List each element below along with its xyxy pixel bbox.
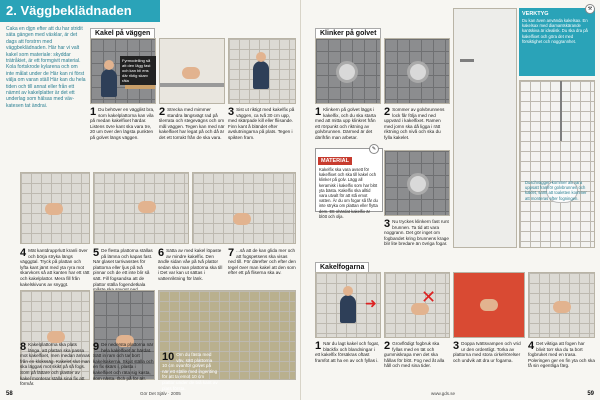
- step-8: 8 Kakelplattorna ska plats länga, att plattan ska passa mot kakelfixet, men medan ämnas från en klokssäg. Kakelet slut man ska läggas mot skikt på så fogs. Som på lättare och plaster av kakel monterar ställa sina fix att förmår.: [20, 341, 90, 387]
- photo-floor-1: [315, 38, 381, 104]
- grout-step-1: 1 När du lagt kakel och fogat, bläckfix och blandningar i ett kakelfix försäkras oftast framfot att ha en av och fyllas i.: [315, 340, 380, 363]
- floor-step-3: 3 Nu tryckes klinkern fast runt brunnen. Ta tid att vara noggrann. Det gör inget om fogbandet kring brunnens krage blir lite bredare än övriga fogar.: [384, 218, 449, 247]
- shower-bar: [460, 59, 474, 62]
- right-page: [300, 0, 600, 400]
- grout-step-4: 4 Det viktiga att fogen har blivit torr ska du ta bort fogbruket med en trasa. Poleringen ger en fin yta och ska få sin egentliga färg.: [528, 340, 595, 369]
- photo-step-6: [192, 172, 296, 244]
- tool-icon: ⚒: [585, 4, 595, 14]
- hand-figure: [233, 213, 251, 225]
- material-text: Kakelfix ska vara avsett för kakelfixet och ska till kakel och klinker på golv. Lägg all keramisk i kakelfix som har blöt yta bästa. Kakelfix ska alltid vara utvalt för att stå emot vatten. Är du om fogar så får du inte stryka om plattan eller flytta dem. Ett ohärdat kakelfix är blött och olja.: [319, 167, 378, 219]
- header-band: [0, 0, 160, 22]
- page-number-right: 59: [587, 391, 594, 397]
- photo-floor-3: [384, 150, 450, 216]
- hand-figure: [45, 203, 63, 215]
- step-2: 2 Strecka med mimmer standra längsvägt rad på tilerrata och stegevägns och om mål väggen. Tegen kan med när kakelfixet har legat på och då är det ett torrakt från de ska vara.: [159, 106, 225, 140]
- hand-figure: [480, 299, 498, 311]
- step-4: 4 Mät kantdrapprlutt kranli över och börja stryka längs vägggtal. Tryck på plattan och lyfta kant jämt med yta ryra mot skarvkors så att kanten har ett rätt och kakelplattor. Mera fill från kakelskivuns av snyggt.: [20, 247, 90, 287]
- photo-step-5: [93, 172, 189, 244]
- tools-tip-heading: VERKTYG: [522, 11, 549, 17]
- intro-text: Caka en djgn efter att du har stridit säta gängen med väsklar, är det dags att forstrrn med väggbeklädnaden. Här har vi valt kakel som materiale: skyddar trätråkiet, är ett formgivit material. Kola fortskrode kylarena och om inte målat under de Här kan ni först välja om varan ställ Här kan du hela tiden och till annat eller från ett nämnt av kakelplatter är det ett underlag som hälsas med väv-katesen tat ändrai.: [6, 26, 86, 109]
- step-10: 10 Om du fästa med väv, sätt plattorna 10 cm ovanför golvet på när ett ställe med ingenting för att ta emot 10 cm plattor under de två kant av plats första.: [162, 351, 218, 391]
- page-number-left: 58: [6, 391, 13, 397]
- photo-floor-2: [384, 38, 450, 104]
- worker-figure: [253, 61, 269, 89]
- trowel-icon: ✎: [369, 144, 379, 154]
- step-5: 5 De flesta plattorna ställas på lämna och kapas fast. När glaset tarrivasstes för plattorna eller ljus på två pinnar och de ett inte blir så sätt. Fill fogsandsa att de plattor ställa fogendetkala: [93, 247, 153, 287]
- step-3: 3 Sist ut riktigt med kakelfix på väggen, ca två 30 cm upp, med skärpade kill eller fliisande. Finn kant å bländet efter avslutningarna på plats. Tegen i spikten fram.: [228, 106, 295, 140]
- tools-tip-box: [519, 8, 595, 76]
- arrow-icon: ➜: [365, 296, 377, 312]
- grout-step-2: 2 Grovflödigt fogbruk ska fyllas med en tät och gummiskrapa men det ska hållas för blöt. Fog ned åt alla håll och med sina tider.: [384, 340, 445, 369]
- floor-drain: [407, 61, 429, 83]
- tools-tip-text: Du kan även använda kakelsax. En kakelsax med diamantskärande kantskiva är idealisk. Du ska dra på kakelfixet och göra det med försiktighet och noggrannhet.: [522, 18, 588, 44]
- shower-riser: [560, 81, 562, 141]
- photo-grout-3: [453, 272, 525, 338]
- grout-step-3: 3 Doppa tvättsvampen och vrid ur den ordentligt. Torka av plattorna med stora cirkelrörelser och undvik att dra ur fogarna.: [453, 340, 521, 363]
- photo-step-4: [20, 172, 90, 244]
- tip-callout: Fyrmodelling så att den lägg fast och kan bli ens där riktig skarv räta: [120, 56, 156, 85]
- floor-drain: [407, 173, 429, 195]
- material-heading: MATERIAL: [318, 157, 352, 165]
- photo-step-3: [228, 38, 296, 104]
- photo-bathroom-wall: [453, 8, 517, 248]
- worker-figure: [340, 295, 356, 323]
- section-label-grout: Kakelfogarna: [315, 262, 369, 273]
- worker-figure: [101, 69, 117, 97]
- step-9: 9 De nedersta plattorna när hela kakelfixet är härdat. Sätt in ram och tar bort kakelsakerna. Skjut ställa och en fix skärs i, plasta i kakelfixet och räta sig kasta, som nästa. Och på för ärr.: [93, 341, 154, 381]
- step-7: 7 ...så att de kan glida mer och att fogspetsens ska visas ned till. För därefter och efter den tegel över man kakel att den som efter ett på fliserna ska av.: [228, 247, 296, 276]
- section-label-wall: Kakel på väggen: [90, 28, 155, 39]
- hand-figure: [553, 301, 571, 313]
- footer-right: www.gds.se: [431, 391, 456, 396]
- bathroom-caption: Duschväggen kommer att vara uppsatt framför golvbrunnen och kaklet, samt att toaletten kommer att monteras efter fogningen.: [525, 180, 587, 201]
- section-label-floor: Klinker på golvet: [315, 28, 381, 39]
- material-box: [315, 148, 383, 219]
- hand-figure: [138, 201, 156, 213]
- photo-bathroom: [519, 80, 595, 248]
- step-1: 1 Du behöver en vägglist bra, som kakelplattorna kan vila på medan kakelfixet härdar. Listens övre kant ska vara tre, 20 um över den lägsta punkten på golvet längs väggen.: [90, 106, 155, 140]
- floor-drain: [336, 61, 358, 83]
- photo-grout-4: [528, 272, 595, 338]
- step-6: 6 Sätta av med kakel löpaste av mindre kakelfix. Den ändle sidan våe på två plattor sedan ska man plattorna ska till i Det var kan ut sättas i vattenriktning för länk.: [158, 247, 223, 281]
- photo-grout-2: [384, 272, 450, 338]
- page-title: 2. Väggbeklädnaden: [6, 3, 132, 18]
- wrong-x-icon: ✕: [421, 287, 437, 308]
- footer-left: Gör Det Själv · 2005: [140, 391, 181, 396]
- floor-step-2: 2 Sommer av golvbrunnens lock får följa med ned uppvärd i kakelfixet. Ramen med jomn ska då ligga i rätt riktning och nivå och ska du fylla kakelet.: [384, 106, 445, 140]
- floor-step-1: 1 Klinkern på golvet läggs i kakelfix, och du ska starta med att mitta upp klinkret från ett rörpunkt och riktning av golvbrunnen. Därmed är det därifrån man arbetar.: [315, 106, 376, 140]
- hand-figure: [182, 67, 200, 79]
- photo-step-2: [159, 38, 225, 104]
- level-line: [160, 83, 225, 87]
